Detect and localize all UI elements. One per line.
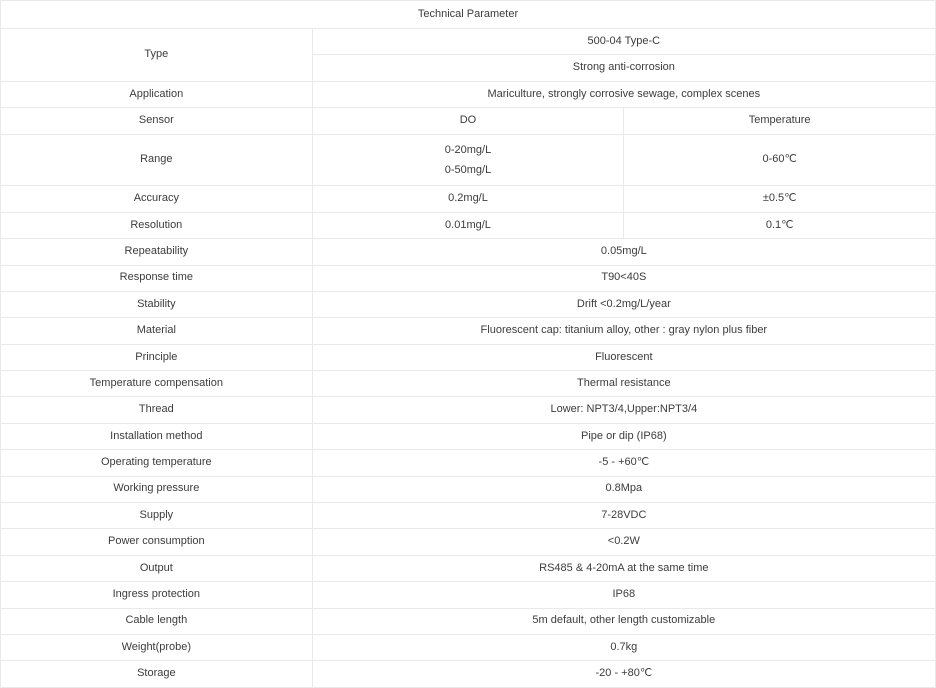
table-row-accuracy (1, 186, 936, 212)
column-header-do: DO (312, 108, 624, 134)
table-row-cable-length (1, 608, 936, 634)
table-row-material (1, 318, 936, 344)
row-value-thread: Lower: NPT3/4,Upper:NPT3/4 (312, 397, 935, 423)
table-row-title (1, 1, 936, 29)
table-row-installation-method (1, 423, 936, 449)
row-label-operating-temperature: Operating temperature (1, 450, 313, 476)
range-do-line-1: 0-20mg/L (444, 143, 492, 156)
row-label-cable-length: Cable length (1, 608, 313, 634)
row-label-accuracy: Accuracy (1, 186, 313, 212)
table-row-sensor (1, 108, 936, 134)
table-row-weight (1, 635, 936, 661)
table-row-operating-temperature (1, 450, 936, 476)
row-value-supply: 7-28VDC (312, 503, 935, 529)
row-value-operating-temperature: -5 - +60℃ (312, 450, 935, 476)
table-row-storage (1, 661, 936, 687)
row-label-supply: Supply (1, 503, 313, 529)
range-do-line-2: 0-50mg/L (444, 163, 492, 176)
row-value-accuracy-temperature: ±0.5℃ (624, 186, 936, 212)
table-row-supply (1, 503, 936, 529)
row-value-type-variant: Strong anti-corrosion (312, 55, 935, 81)
row-label-working-pressure: Working pressure (1, 476, 313, 502)
row-label-stability: Stability (1, 291, 313, 317)
table-row-principle (1, 344, 936, 370)
row-label-output: Output (1, 555, 313, 581)
table-row-response-time (1, 265, 936, 291)
row-label-response-time: Response time (1, 265, 313, 291)
table-row-working-pressure (1, 476, 936, 502)
row-label-storage: Storage (1, 661, 313, 687)
row-label-sensor: Sensor (1, 108, 313, 134)
row-label-range: Range (1, 134, 313, 186)
row-value-response-time: T90<40S (312, 265, 935, 291)
row-label-type: Type (1, 29, 313, 82)
table-row-ingress-protection (1, 582, 936, 608)
row-label-application: Application (1, 81, 313, 107)
row-value-principle: Fluorescent (312, 344, 935, 370)
row-value-type-model: 500-04 Type-C (312, 29, 935, 55)
row-value-temperature-compensation: Thermal resistance (312, 371, 935, 397)
row-label-resolution: Resolution (1, 212, 313, 238)
row-value-range-temperature: 0-60℃ (624, 134, 936, 186)
row-label-temperature-compensation: Temperature compensation (1, 371, 313, 397)
row-value-range-do (312, 134, 624, 186)
table-row-stability (1, 291, 936, 317)
row-value-storage: -20 - +80℃ (312, 661, 935, 687)
column-header-temperature: Temperature (624, 108, 936, 134)
table-row-application (1, 81, 936, 107)
table-row-type (1, 29, 936, 55)
row-value-accuracy-do: 0.2mg/L (312, 186, 624, 212)
row-label-installation-method: Installation method (1, 423, 313, 449)
row-value-cable-length: 5m default, other length customizable (312, 608, 935, 634)
row-label-material: Material (1, 318, 313, 344)
row-value-working-pressure: 0.8Mpa (312, 476, 935, 502)
row-label-ingress-protection: Ingress protection (1, 582, 313, 608)
row-value-stability: Drift <0.2mg/L/year (312, 291, 935, 317)
row-label-repeatability: Repeatability (1, 239, 313, 265)
row-value-material: Fluorescent cap: titanium alloy, other : gray nylon plus fiber (312, 318, 935, 344)
row-value-resolution-do: 0.01mg/L (312, 212, 624, 238)
row-value-ingress-protection: IP68 (312, 582, 935, 608)
row-value-repeatability: 0.05mg/L (312, 239, 935, 265)
row-value-weight: 0.7kg (312, 635, 935, 661)
row-label-principle: Principle (1, 344, 313, 370)
row-value-power-consumption: <0.2W (312, 529, 935, 555)
table-title: Technical Parameter (1, 1, 936, 29)
row-label-weight: Weight(probe) (1, 635, 313, 661)
row-value-application: Mariculture, strongly corrosive sewage, complex scenes (312, 81, 935, 107)
table-row-range (1, 134, 936, 186)
table-row-output (1, 555, 936, 581)
row-value-resolution-temperature: 0.1℃ (624, 212, 936, 238)
table-row-temperature-compensation (1, 371, 936, 397)
row-value-installation-method: Pipe or dip (IP68) (312, 423, 935, 449)
table-row-resolution (1, 212, 936, 238)
row-label-power-consumption: Power consumption (1, 529, 313, 555)
table-row-thread (1, 397, 936, 423)
row-label-thread: Thread (1, 397, 313, 423)
row-value-output: RS485 & 4-20mA at the same time (312, 555, 935, 581)
table-row-repeatability (1, 239, 936, 265)
table-row-power-consumption (1, 529, 936, 555)
